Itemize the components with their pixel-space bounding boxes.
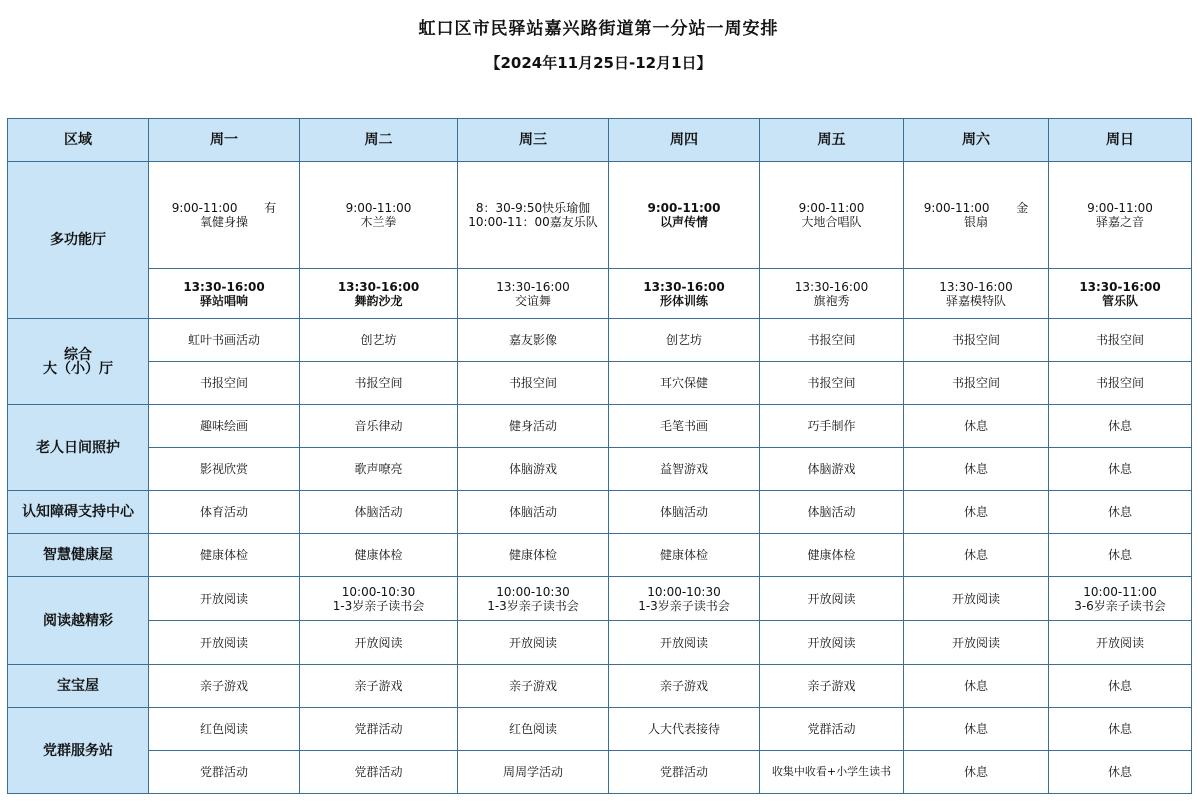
table-cell: 休息	[904, 708, 1049, 751]
header-day: 周日	[1049, 119, 1192, 162]
table-cell: 体脑活动	[609, 491, 760, 534]
table-cell: 收集中收看+小学生读书	[760, 751, 904, 794]
table-cell: 健康体检	[149, 534, 300, 577]
date-range: 【2024年11月25日-12月1日】	[485, 54, 712, 72]
area-comprehensive: 综合 大（小）厅	[8, 319, 149, 405]
header-day: 周一	[149, 119, 300, 162]
header-day: 周三	[458, 119, 609, 162]
table-cell: 健康体检	[609, 534, 760, 577]
table-cell: 体脑活动	[760, 491, 904, 534]
table-cell: 9:00-11:00 木兰拳	[300, 162, 458, 269]
table-cell: 书报空间	[904, 362, 1049, 405]
table-cell: 13:30-16:00 旗袍秀	[760, 269, 904, 319]
table-cell: 书报空间	[1049, 319, 1192, 362]
table-cell: 开放阅读	[1049, 621, 1192, 665]
table-cell: 13:30-16:00 管乐队	[1049, 269, 1192, 319]
table-row	[8, 534, 1192, 577]
table-cell: 开放阅读	[609, 621, 760, 665]
area-multi: 多功能厅	[8, 162, 149, 319]
table-cell: 体脑游戏	[760, 448, 904, 491]
table-cell: 健身活动	[458, 405, 609, 448]
table-cell: 体脑活动	[458, 491, 609, 534]
table-row	[8, 577, 1192, 621]
table-cell: 休息	[904, 491, 1049, 534]
table-row	[8, 665, 1192, 708]
table-cell: 书报空间	[458, 362, 609, 405]
area-health: 智慧健康屋	[8, 534, 149, 577]
table-cell: 休息	[904, 448, 1049, 491]
table-cell: 开放阅读	[760, 621, 904, 665]
schedule-table	[7, 118, 1192, 794]
table-cell: 13:30-16:00 形体训练	[609, 269, 760, 319]
table-cell: 益智游戏	[609, 448, 760, 491]
table-cell: 虹叶书画活动	[149, 319, 300, 362]
table-cell: 10:00-11:00 3-6岁亲子读书会	[1049, 577, 1192, 621]
header-day: 周四	[609, 119, 760, 162]
table-row	[8, 269, 1192, 319]
table-row	[8, 751, 1192, 794]
table-cell: 体脑游戏	[458, 448, 609, 491]
table-cell: 党群活动	[300, 751, 458, 794]
header-day: 周六	[904, 119, 1049, 162]
table-row	[8, 362, 1192, 405]
table-row	[8, 405, 1192, 448]
table-cell: 休息	[1049, 534, 1192, 577]
table-cell: 亲子游戏	[300, 665, 458, 708]
table-cell: 影视欣赏	[149, 448, 300, 491]
table-cell: 10:00-10:30 1-3岁亲子读书会	[609, 577, 760, 621]
table-cell: 周周学活动	[458, 751, 609, 794]
table-cell: 9:00-11:00 金 银扇	[904, 162, 1049, 269]
table-cell: 8：30-9:50快乐瑜伽 10:00-11：00嘉友乐队	[458, 162, 609, 269]
table-cell: 10:00-10:30 1-3岁亲子读书会	[458, 577, 609, 621]
table-cell: 创艺坊	[609, 319, 760, 362]
table-cell: 亲子游戏	[609, 665, 760, 708]
table-cell: 休息	[1049, 665, 1192, 708]
table-cell: 13:30-16:00 舞韵沙龙	[300, 269, 458, 319]
table-cell: 开放阅读	[760, 577, 904, 621]
table-cell: 巧手制作	[760, 405, 904, 448]
area-cognitive: 认知障碍支持中心	[8, 491, 149, 534]
table-cell: 10:00-10:30 1-3岁亲子读书会	[300, 577, 458, 621]
table-row	[8, 319, 1192, 362]
table-cell: 休息	[1049, 491, 1192, 534]
page-title: 虹口区市民驿站嘉兴路街道第一分站一周安排	[418, 19, 779, 39]
table-cell: 开放阅读	[458, 621, 609, 665]
table-cell: 13:30-16:00 驿站唱响	[149, 269, 300, 319]
table-cell: 亲子游戏	[149, 665, 300, 708]
table-cell: 党群活动	[149, 751, 300, 794]
table-cell: 健康体检	[760, 534, 904, 577]
table-cell: 休息	[904, 665, 1049, 708]
table-cell: 体育活动	[149, 491, 300, 534]
table-cell: 书报空间	[149, 362, 300, 405]
table-cell: 9:00-11:00 大地合唱队	[760, 162, 904, 269]
table-row	[8, 491, 1192, 534]
table-cell: 党群活动	[300, 708, 458, 751]
table-cell: 9:00-11:00 驿嘉之音	[1049, 162, 1192, 269]
area-baby: 宝宝屋	[8, 665, 149, 708]
table-cell: 书报空间	[760, 319, 904, 362]
table-cell: 书报空间	[760, 362, 904, 405]
table-cell: 耳穴保健	[609, 362, 760, 405]
table-cell: 趣味绘画	[149, 405, 300, 448]
table-cell: 9:00-11:00 有 氧健身操	[149, 162, 300, 269]
header-row	[8, 119, 1192, 162]
table-cell: 音乐律动	[300, 405, 458, 448]
table-row	[8, 448, 1192, 491]
table-cell: 歌声嘹亮	[300, 448, 458, 491]
table-cell: 休息	[904, 405, 1049, 448]
table-cell: 书报空间	[904, 319, 1049, 362]
table-cell: 亲子游戏	[760, 665, 904, 708]
table-cell: 红色阅读	[149, 708, 300, 751]
table-cell: 开放阅读	[149, 577, 300, 621]
table-cell: 毛笔书画	[609, 405, 760, 448]
table-cell: 健康体检	[300, 534, 458, 577]
table-cell: 休息	[1049, 448, 1192, 491]
table-cell: 休息	[1049, 708, 1192, 751]
table-cell: 开放阅读	[904, 621, 1049, 665]
header-day: 周五	[760, 119, 904, 162]
table-cell: 开放阅读	[149, 621, 300, 665]
area-reading: 阅读越精彩	[8, 577, 149, 665]
table-cell: 9:00-11:00 以声传情	[609, 162, 760, 269]
table-cell: 亲子游戏	[458, 665, 609, 708]
table-cell: 健康体检	[458, 534, 609, 577]
table-row	[8, 708, 1192, 751]
header-day: 周二	[300, 119, 458, 162]
table-cell: 书报空间	[300, 362, 458, 405]
table-cell: 书报空间	[1049, 362, 1192, 405]
table-cell: 创艺坊	[300, 319, 458, 362]
table-cell: 13:30-16:00 驿嘉模特队	[904, 269, 1049, 319]
table-cell: 嘉友影像	[458, 319, 609, 362]
table-cell: 体脑活动	[300, 491, 458, 534]
table-cell: 党群活动	[609, 751, 760, 794]
table-cell: 党群活动	[760, 708, 904, 751]
header-area: 区域	[8, 119, 149, 162]
table-cell: 休息	[904, 534, 1049, 577]
table-cell: 休息	[1049, 751, 1192, 794]
table-cell: 开放阅读	[904, 577, 1049, 621]
table-row	[8, 621, 1192, 665]
table-cell: 红色阅读	[458, 708, 609, 751]
table-cell: 休息	[904, 751, 1049, 794]
table-cell: 人大代表接待	[609, 708, 760, 751]
table-cell: 13:30-16:00 交谊舞	[458, 269, 609, 319]
area-party: 党群服务站	[8, 708, 149, 794]
table-cell: 开放阅读	[300, 621, 458, 665]
area-elderly: 老人日间照护	[8, 405, 149, 491]
table-row	[8, 162, 1192, 269]
table-cell: 休息	[1049, 405, 1192, 448]
